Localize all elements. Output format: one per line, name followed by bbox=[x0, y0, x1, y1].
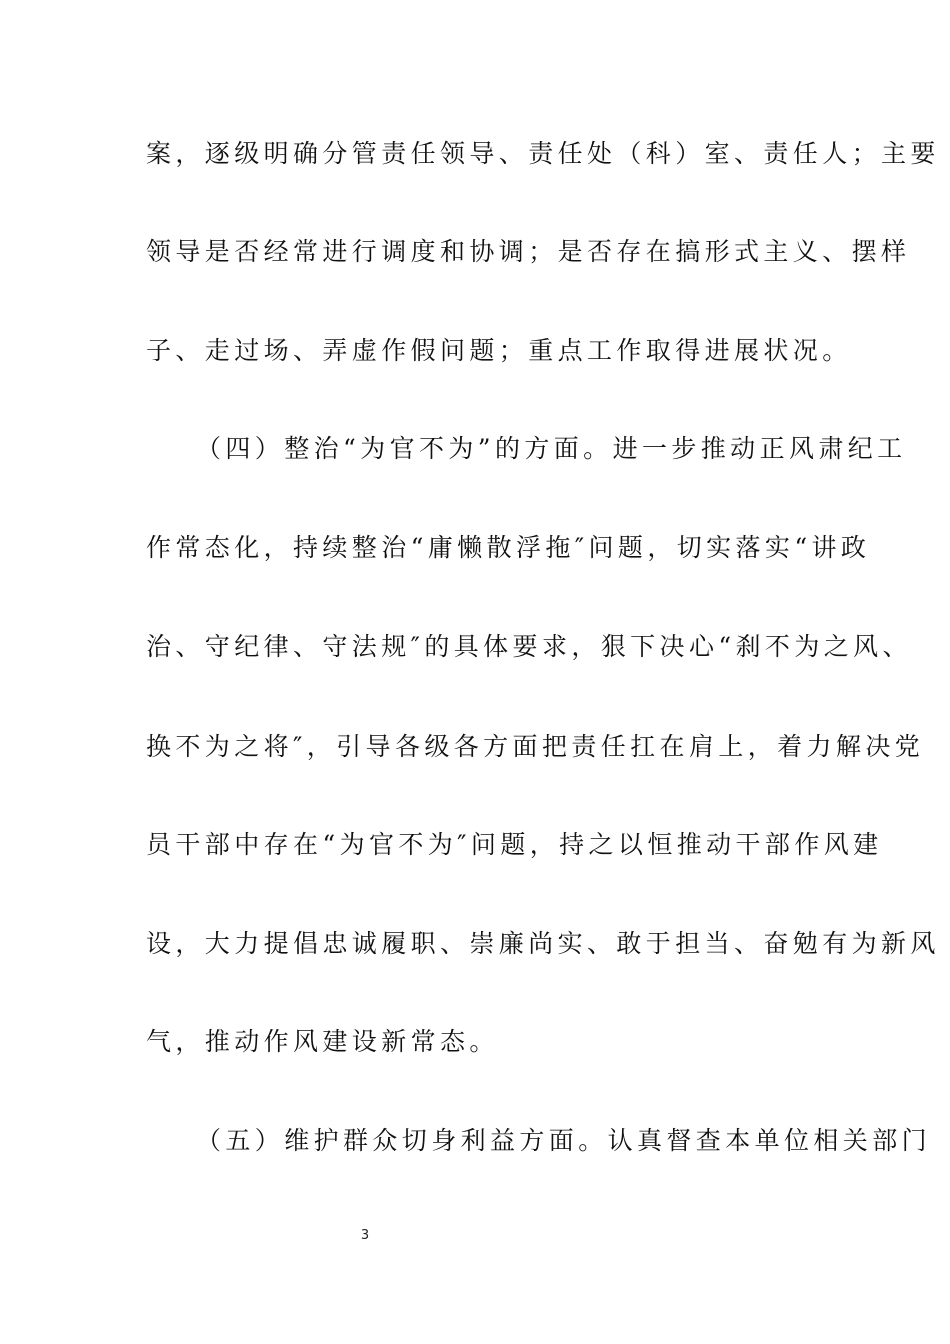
text-line-3: 子、走过场、弄虚作假问题；重点工作取得进展状况。 bbox=[146, 336, 852, 365]
text-line-1: 案，逐级明确分管责任领导、责任处（科）室、责任人；主要 bbox=[146, 139, 940, 168]
text-line-2: 领导是否经常进行调度和协调；是否存在搞形式主义、摆样 bbox=[146, 237, 911, 266]
text-line-6: 治、守纪律、守法规″的具体要求，狠下决心“刹不为之风、 bbox=[146, 632, 912, 661]
text-line-5: 作常态化，持续整治“庸懒散浮拖″问题，切实落实“讲政 bbox=[146, 533, 871, 562]
text-line-10: 气，推动作风建设新常态。 bbox=[146, 1027, 499, 1056]
text-line-8: 员干部中存在“为官不为″问题，持之以恒推动干部作风建 bbox=[146, 830, 883, 859]
paragraph-5-heading-line: （五）维护群众切身利益方面。认真督查本单位相关部门 bbox=[196, 1126, 932, 1155]
paragraph-4-heading-line: （四）整治“为官不为”的方面。进一步推动正风肃纪工 bbox=[196, 434, 907, 463]
page-number: 3 bbox=[360, 1228, 370, 1243]
text-line-7: 换不为之将″，引导各级各方面把责任扛在肩上，着力解决党 bbox=[146, 732, 925, 761]
text-line-9: 设，大力提倡忠诚履职、崇廉尚实、敢于担当、奋勉有为新风 bbox=[146, 929, 940, 958]
